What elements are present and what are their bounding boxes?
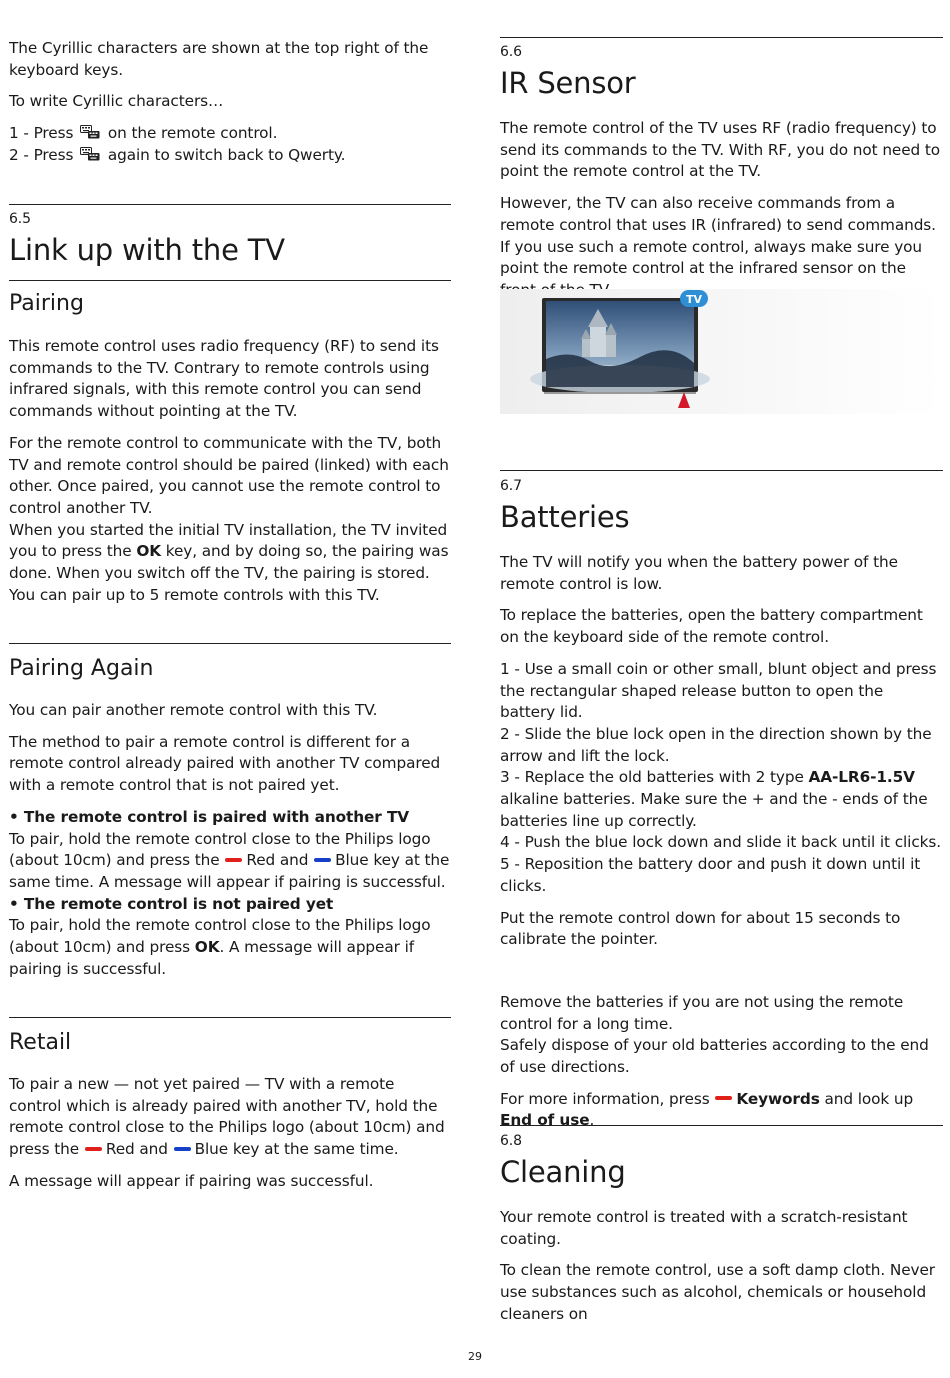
tv-illustration-image (500, 289, 943, 414)
pairing-paragraph-1: This remote control uses radio frequency (RF) to send its commands to the TV. Contrary to remote controls using infrared signals, with this remote control you can send commands without pointing at the TV. (9, 337, 439, 421)
intro-step-1: 1 - Press on the remote control. (9, 124, 278, 143)
blue-key-icon (314, 858, 331, 862)
red-key-icon (225, 858, 242, 862)
intro-step-2: 2 - Press again to switch back to Qwerty. (9, 145, 346, 164)
retail-body (9, 1074, 451, 1193)
red-key-icon (85, 1147, 102, 1151)
bullet-not-paired-text: To pair, hold the remote control close to the Philips logo (about 10cm) and press OK. A message will appear if pairing is successful. (9, 916, 431, 978)
cleaning-paragraph-2: To clean the remote control, use a soft damp cloth. Never use substances such as alcohol, chemicals or household cleaners on (500, 1261, 935, 1323)
batteries-step-2: 2 - Slide the blue lock open in the direction shown by the arrow and lift the lock. (500, 724, 932, 765)
batteries-paragraph-1: The TV will notify you when the battery power of the remote control is low. (500, 553, 898, 593)
section-number-6-6: 6.6 (500, 44, 522, 60)
section-divider (500, 470, 943, 471)
retail-paragraph-2: A message will appear if pairing was successful. (9, 1171, 374, 1190)
section-number-6-5: 6.5 (9, 211, 31, 227)
ok-key-label: OK (136, 542, 162, 561)
end-of-use-link[interactable]: End of use (500, 1111, 590, 1130)
section-divider (9, 280, 451, 281)
ir-paragraph-1: The remote control of the TV uses RF (radio frequency) to send its commands to the TV. With RF, you do not need to point the remote control at the TV. (500, 119, 941, 181)
section-divider (9, 1017, 451, 1018)
batteries-paragraph-4: Remove the batteries if you are not using the remote control for a long time. (500, 992, 904, 1033)
section-title-cleaning: Cleaning (500, 1155, 626, 1189)
batteries-step-4: 4 - Push the blue lock down and slide it back until it clicks. (500, 833, 942, 852)
batteries-paragraph-3: Put the remote control down for about 15 seconds to calibrate the pointer. (500, 908, 901, 949)
pairing-again-paragraph-2: The method to pair a remote control is different for a remote control already paired with another TV compared with a remote control that is not paired yet. (9, 732, 441, 795)
pairing-body (9, 336, 451, 606)
section-title-ir-sensor: IR Sensor (500, 66, 636, 100)
section-title-link-up: Link up with the TV (9, 233, 285, 267)
tv-badge-label: TV (685, 293, 703, 306)
batteries-step-3: 3 - Replace the old batteries with 2 type AA-LR6-1.5V alkaline batteries. Make sure the + and the - ends of the batteries line up correctly. (500, 768, 928, 830)
cleaning-body (500, 1207, 943, 1326)
intro-instruction: To write Cyrillic characters… (9, 92, 224, 111)
section-divider (9, 643, 451, 644)
batteries-body (500, 552, 943, 1132)
keyboard-icon (80, 147, 100, 161)
subheading-pairing: Pairing (9, 291, 84, 316)
bullet-paired-text: To pair, hold the remote control close to the Philips logo (about 10cm) and press the Red and Blue key at the same time. A message will appear if pairing is successful. (9, 829, 450, 891)
ir-sensor-body (500, 118, 943, 302)
blue-key-icon (174, 1147, 191, 1151)
intro-paragraph: The Cyrillic characters are shown at the top right of the keyboard keys. (9, 39, 429, 79)
section-divider (500, 1125, 943, 1126)
red-key-icon (715, 1096, 732, 1100)
batteries-step-5: 5 - Reposition the battery door and push it down until it clicks. (500, 855, 921, 895)
cleaning-paragraph-1: Your remote control is treated with a scratch-resistant coating. (500, 1208, 908, 1248)
batteries-paragraph-5: Safely dispose of your old batteries according to the end of use directions. (500, 1036, 929, 1077)
pairing-again-body (9, 700, 451, 980)
keyboard-icon (80, 125, 100, 139)
section-divider (500, 37, 943, 38)
section-divider (9, 204, 451, 205)
ir-paragraph-2: However, the TV can also receive commands from a remote control that uses IR (infrared) to send commands. If you use such a remote control, always make sure you point the remote control at the infrared sensor on the (500, 194, 936, 278)
section-number-6-8: 6.8 (500, 1133, 522, 1149)
cyrillic-intro (9, 38, 451, 167)
subheading-retail: Retail (9, 1030, 72, 1055)
page-number: 29 (468, 1350, 482, 1363)
retail-paragraph-1: To pair a new — not yet paired — TV with a remote control which is already paired with another TV, hold the remote control close to the Philips logo (about 10cm) and press the Red and Blue key at the same time. (9, 1075, 445, 1159)
bullet-paired-title: • The remote control is paired with another TV (9, 807, 410, 826)
tv-sensor-illustration (500, 289, 943, 414)
bullet-not-paired-title: • The remote control is not paired yet (9, 894, 334, 913)
section-number-6-7: 6.7 (500, 478, 522, 494)
pairing-again-paragraph-1: You can pair another remote control with this TV. (9, 701, 378, 719)
keywords-link[interactable]: Keywords (736, 1089, 820, 1108)
batteries-paragraph-2: To replace the batteries, open the battery compartment on the keyboard side of the remote control. (500, 606, 923, 647)
subheading-pairing-again: Pairing Again (9, 656, 154, 681)
batteries-more-info: For more information, press Keywords and look up End of use. (500, 1089, 914, 1130)
section-title-batteries: Batteries (500, 500, 630, 534)
ok-key-label: OK (194, 938, 220, 957)
pairing-paragraph-3: When you started the initial TV installation, the TV invited you to press the OK key, and by doing so, the pairing was done. When you switch off the TV, the pairing is stored. You can pair up to 5 remote controls with this TV. (9, 520, 449, 604)
battery-type-label: AA-LR6-1.5V (808, 768, 915, 787)
batteries-step-1: 1 - Use a small coin or other small, blunt object and press the rectangular shaped release button to open the battery lid. (500, 659, 937, 722)
pairing-paragraph-2: For the remote control to communicate with the TV, both TV and remote control should be paired (linked) with each other. Once paired, you cannot use the remote control to control another TV. (9, 433, 449, 517)
